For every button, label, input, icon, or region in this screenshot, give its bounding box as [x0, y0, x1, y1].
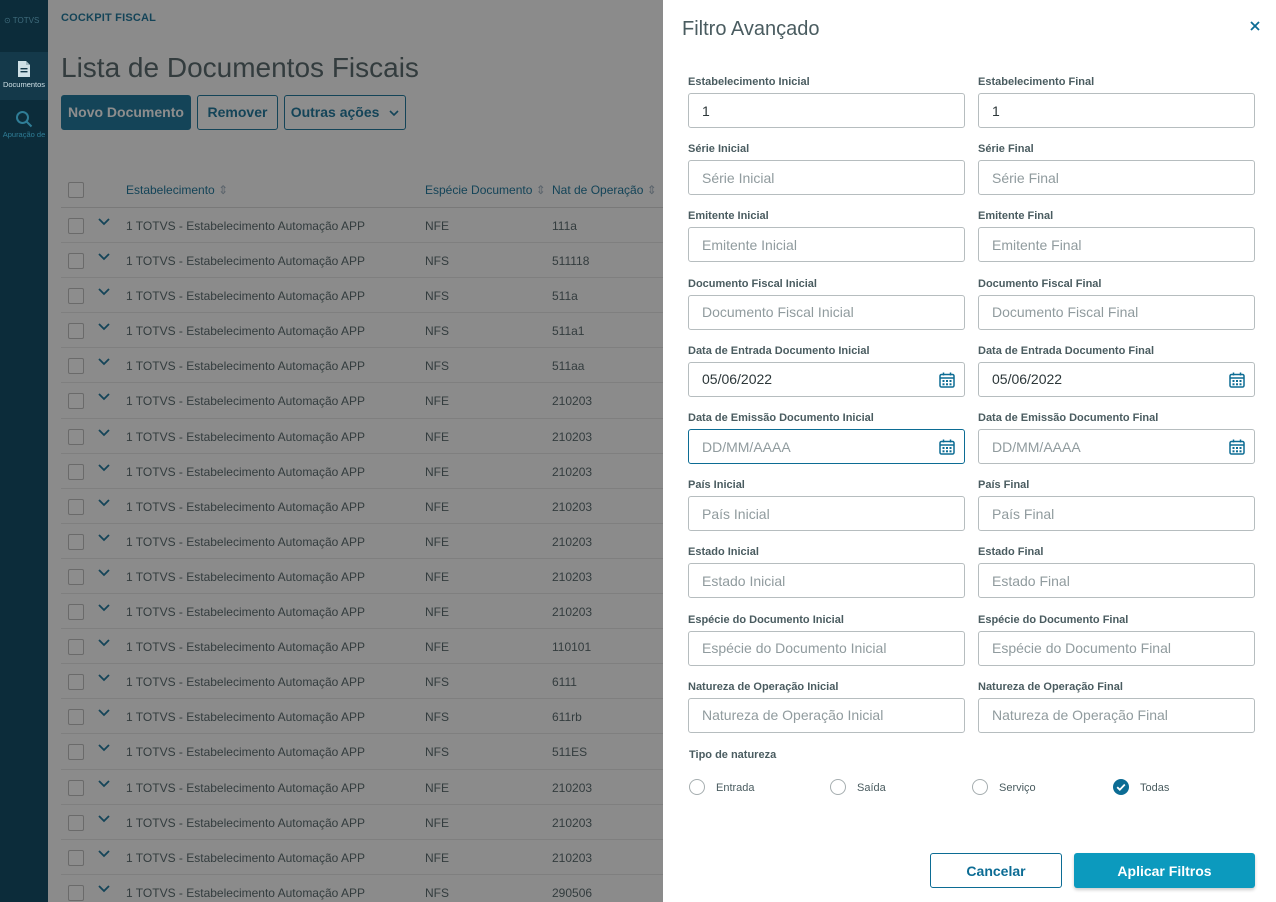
especie-final-input[interactable]: [979, 632, 1254, 665]
field-pais-inicial: [688, 478, 965, 531]
modal-overlay[interactable]: [48, 0, 663, 902]
data-emissao-final-input[interactable]: [979, 430, 1214, 463]
input-box: [978, 160, 1255, 195]
field-label: Natureza de Operação Inicial: [688, 680, 839, 693]
field-label: Data de Entrada Documento Inicial: [688, 344, 870, 357]
radio-label: Serviço: [999, 782, 1036, 794]
document-icon: [16, 60, 32, 78]
field-natureza-final: [978, 680, 1255, 733]
field-documento-fiscal-inicial: [688, 277, 965, 330]
search-icon: [15, 110, 33, 128]
radio-circle: [972, 779, 988, 795]
field-pais-final: [978, 478, 1255, 531]
input-box: [688, 631, 965, 666]
field-data-entrada-final: [978, 344, 1255, 397]
rail-logo: ⊙ TOTVS: [4, 16, 40, 25]
field-label: Série Final: [978, 143, 1034, 156]
field-emitente-inicial: [688, 209, 965, 262]
input-box: [978, 295, 1255, 330]
data-entrada-final-input[interactable]: [979, 363, 1214, 396]
field-label: Data de Emissão Documento Inicial: [688, 412, 874, 424]
field-label: Estabelecimento Inicial: [688, 76, 810, 88]
field-label: Emitente Inicial: [688, 210, 769, 223]
field-data-emissao-inicial: [688, 411, 965, 464]
radio-circle: [830, 779, 846, 795]
close-icon[interactable]: [1246, 17, 1264, 35]
radio-label: Todas: [1140, 782, 1170, 794]
advanced-filter-drawer: [663, 0, 1276, 902]
field-label: Documento Fiscal Final: [978, 277, 1102, 290]
rail-item-label: Documentos: [2, 80, 46, 89]
field-estabelecimento-inicial: [688, 75, 965, 128]
data-entrada-inicial-input[interactable]: [689, 363, 924, 396]
input-box: [978, 227, 1255, 262]
field-data-emissao-final: [978, 411, 1255, 464]
input-box: [978, 362, 1255, 397]
field-serie-inicial: [688, 142, 965, 195]
input-box: [688, 496, 965, 531]
radio-label: Entrada: [716, 782, 755, 794]
pais-inicial-input[interactable]: [689, 497, 964, 530]
field-label: Série Inicial: [688, 143, 750, 156]
field-emitente-final: [978, 209, 1255, 262]
rail-item-apuracao[interactable]: [0, 102, 48, 150]
input-box: [688, 93, 965, 128]
input-box: [688, 429, 965, 464]
input-box: [978, 429, 1255, 464]
field-especie-final: [978, 613, 1255, 666]
input-box: [978, 631, 1255, 666]
field-label: Espécie do Documento Final: [978, 613, 1129, 626]
input-box: [978, 93, 1255, 128]
field-label: Emitente Final: [978, 210, 1054, 223]
field-label: País Final: [978, 479, 1030, 492]
emitente-final-input[interactable]: [979, 228, 1254, 261]
input-box: [688, 160, 965, 195]
logo-text: TOTVS: [12, 16, 40, 25]
field-label: Espécie do Documento Inicial: [688, 613, 844, 626]
natureza-inicial-input[interactable]: [689, 699, 964, 732]
field-natureza-inicial: [688, 680, 965, 733]
rail-item-documentos[interactable]: [0, 52, 48, 100]
estado-inicial-input[interactable]: [689, 564, 964, 597]
field-label: Documento Fiscal Inicial: [688, 277, 817, 290]
input-box: [688, 295, 965, 330]
input-box: [978, 563, 1255, 598]
field-estado-final: [978, 545, 1255, 598]
calendar-icon[interactable]: [938, 438, 956, 456]
calendar-icon[interactable]: [938, 371, 956, 389]
documento-fiscal-final-input[interactable]: [979, 296, 1254, 329]
rail-item-label: Apuração de: [2, 130, 46, 139]
serie-inicial-input[interactable]: [689, 161, 964, 194]
emitente-inicial-input[interactable]: [689, 228, 964, 261]
input-box: [688, 698, 965, 733]
input-box: [688, 362, 965, 397]
field-label: Natureza de Operação Final: [978, 680, 1123, 693]
radio-circle-checked: [1113, 779, 1129, 795]
field-label: Estabelecimento Final: [978, 76, 1095, 88]
radio-circle: [689, 779, 705, 795]
field-estabelecimento-final: [978, 75, 1255, 128]
field-estado-inicial: [688, 545, 965, 598]
field-label: País Inicial: [688, 479, 745, 492]
input-box: [688, 227, 965, 262]
especie-inicial-input[interactable]: [689, 632, 964, 665]
nature-type-label: Tipo de natureza: [689, 749, 777, 761]
field-label: Estado Final: [978, 546, 1044, 559]
field-especie-inicial: [688, 613, 965, 666]
documento-fiscal-inicial-input[interactable]: [689, 296, 964, 329]
pais-final-input[interactable]: [979, 497, 1254, 530]
serie-final-input[interactable]: [979, 161, 1254, 194]
field-label: Data de Emissão Documento Final: [978, 412, 1159, 424]
field-data-entrada-inicial: [688, 344, 965, 397]
calendar-icon[interactable]: [1228, 438, 1246, 456]
side-rail: [0, 0, 48, 902]
data-emissao-inicial-input[interactable]: [689, 430, 924, 463]
input-box: [978, 698, 1255, 733]
cancel-button[interactable]: Cancelar: [930, 853, 1062, 888]
check-icon: [1113, 779, 1129, 795]
drawer-title: Filtro Avançado: [682, 18, 820, 40]
radio-label: Saída: [857, 782, 886, 794]
natureza-final-input[interactable]: [979, 699, 1254, 732]
field-label: Estado Inicial: [688, 546, 759, 559]
input-box: [978, 496, 1255, 531]
field-serie-final: [978, 142, 1255, 195]
calendar-icon[interactable]: [1228, 371, 1246, 389]
field-documento-fiscal-final: [978, 277, 1255, 330]
estabelecimento-inicial-input[interactable]: [689, 94, 964, 127]
apply-filters-button[interactable]: Aplicar Filtros: [1074, 853, 1255, 888]
estabelecimento-final-input[interactable]: [979, 94, 1254, 127]
estado-final-input[interactable]: [979, 564, 1254, 597]
field-label: Data de Entrada Documento Final: [978, 344, 1155, 357]
input-box: [688, 563, 965, 598]
